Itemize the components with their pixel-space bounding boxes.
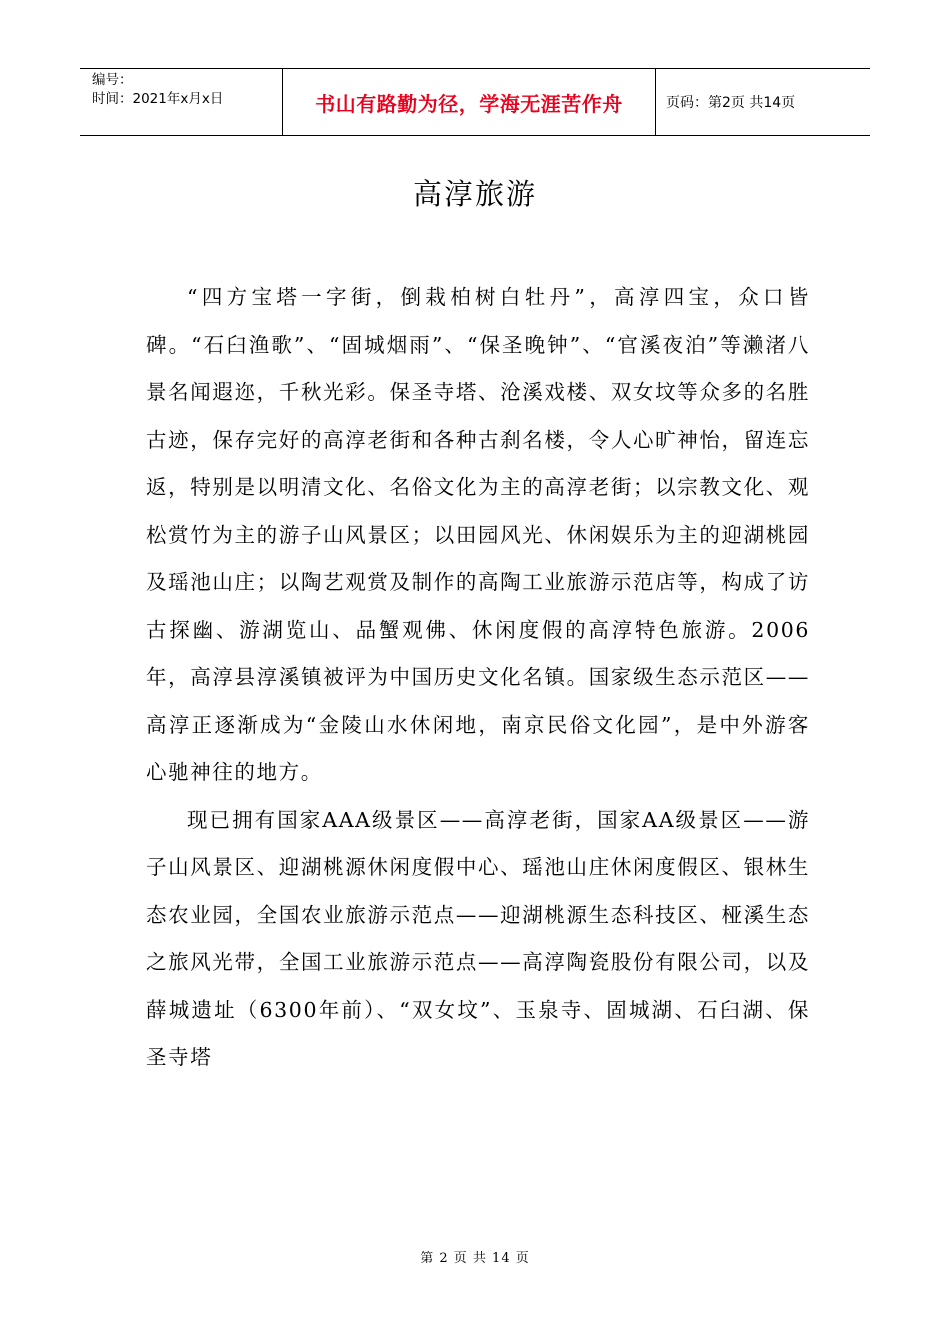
document-header bbox=[80, 68, 870, 136]
header-meta bbox=[80, 69, 282, 135]
number-label: 编号： bbox=[92, 72, 133, 88]
page-footer: 第 2 页 共 14 页 bbox=[420, 1251, 530, 1266]
paragraph-1: “四方宝塔一字街，倒栽柏树白牡丹”，高淳四宝，众口皆碑。“石臼渔歌”、“固城烟雨”、“保圣晚钟”、“官溪夜泊”等濑渚八景名闻遐迩，千秋光彩。保圣寺塔、沧溪戏楼、双女坟等众多的名胜古迹，保存完好的高淳老街和各种古刹名楼，令人心旷神怡，留连忘返，特别是以明清文化、名俗文化为主的高淳老街；以宗教文化、观松赏竹为主的游子山风景区；以田园风光、休闲娱乐为主的迎湖桃园及瑶池山庄；以陶艺观赏及制作的高陶工业旅游示范店等，构成了访古探幽、游湖览山、品蟹观佛、休闲度假的高淳特色旅游。2006年，高淳县淳溪镇被评为中国历史文化名镇。国家级生态示范区——高淳正逐渐成为“金陵山水休闲地，南京民俗文化园”，是中外游客心驰神往的地方。 bbox=[146, 285, 810, 784]
header-motto: 书山有路勤为径，学海无涯苦作舟 bbox=[282, 69, 656, 135]
paragraph-2: 现已拥有国家AAA级景区——高淳老街，国家AA级景区——游子山风景区、迎湖桃源休闲度假中心、瑶池山庄休闲度假区、银林生态农业园，全国农业旅游示范点——迎湖桃源生态科技区、桠溪生态之旅风光带，全国工业旅游示范点——高淳陶瓷股份有限公司，以及薛城遗址（6300年前）、“双女坟”、玉泉寺、固城湖、石臼湖、保圣寺塔 bbox=[146, 807, 810, 1069]
time-label: 时间：2021年x月x日 bbox=[92, 91, 224, 107]
page-title: 高淳旅游 bbox=[412, 177, 537, 211]
document-body bbox=[146, 274, 810, 1082]
header-page-code: 页码：第2页 共14页 bbox=[666, 95, 796, 111]
